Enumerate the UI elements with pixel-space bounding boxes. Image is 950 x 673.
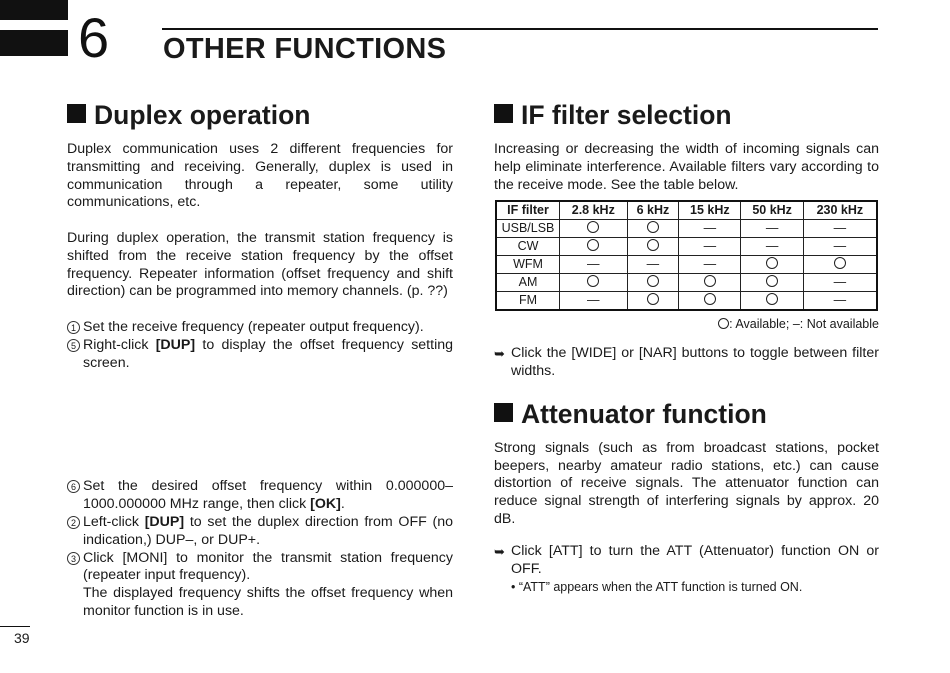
available-circle-icon <box>647 293 659 305</box>
table-cell: — <box>803 238 877 256</box>
duplex-intro: Duplex communication uses 2 different frequencies for transmitting and receiving. Generally, duplex is used in communication through a repeater, some utility communications, etc. <box>67 141 453 211</box>
mode-cell: USB/LSB <box>496 220 560 238</box>
step-number-circle: 3 <box>67 552 80 565</box>
table-cell: — <box>679 220 741 238</box>
table-cell <box>560 220 628 238</box>
if-filter-intro: Increasing or decreasing the width of incoming signals can help eliminate interference. Available filters vary according to the receive mode. See the table below. <box>494 141 879 193</box>
table-cell <box>803 256 877 274</box>
table-cell <box>741 256 803 274</box>
table-cell <box>560 238 628 256</box>
table-cell <box>560 274 628 292</box>
table-cell: — <box>803 274 877 292</box>
table-cell: — <box>560 292 628 311</box>
step-number-circle: 6 <box>67 480 80 493</box>
attenuator-heading: Attenuator function <box>494 397 879 431</box>
table-header-cell: 15 kHz <box>679 201 741 220</box>
available-circle-icon <box>704 293 716 305</box>
left-column <box>67 98 453 621</box>
step-item: 6 Set the desired offset frequency within 0.000000–1000.000000 MHz range, then click [OK]. <box>67 478 453 514</box>
filter-toggle-note: ➥ Click the [WIDE] or [NAR] buttons to toggle between filter widths. <box>494 345 879 379</box>
table-header-row <box>496 201 877 220</box>
available-circle-icon <box>647 275 659 287</box>
square-bullet-icon <box>494 403 513 422</box>
arrow-icon: ➥ <box>494 543 505 559</box>
table-row <box>496 292 877 311</box>
steps-list-a <box>67 319 453 372</box>
available-circle-icon <box>766 257 778 269</box>
step-item: 1 Set the receive frequency (repeater output frequency). <box>67 319 453 337</box>
available-circle-icon <box>647 221 659 233</box>
available-circle-icon <box>704 275 716 287</box>
chapter-tab-bar-top <box>0 0 68 20</box>
table-cell: — <box>741 220 803 238</box>
table-cell <box>627 220 679 238</box>
available-circle-icon <box>718 318 729 329</box>
step-3-extra: The displayed frequency shifts the offset frequency when monitor function is in use. <box>83 585 453 619</box>
available-circle-icon <box>834 257 846 269</box>
step-item: 2 Left-click [DUP] to set the duplex direction from OFF (no indication,) DUP–, or DUP+. <box>67 514 453 550</box>
table-header-cell: 2.8 kHz <box>560 201 628 220</box>
chapter-tab <box>0 0 68 60</box>
available-circle-icon <box>587 275 599 287</box>
table-cell <box>679 292 741 311</box>
square-bullet-icon <box>67 104 86 123</box>
table-cell: — <box>679 256 741 274</box>
mode-cell: AM <box>496 274 560 292</box>
duplex-heading: Duplex operation <box>67 98 453 132</box>
table-header-cell: IF filter <box>496 201 560 220</box>
table-cell <box>627 292 679 311</box>
square-bullet-icon <box>494 104 513 123</box>
right-column <box>494 98 879 597</box>
table-cell: — <box>803 292 877 311</box>
att-subnote: • “ATT” appears when the ATT function is turned ON. <box>511 580 803 595</box>
chapter-number: 6 <box>78 6 110 69</box>
table-row <box>496 238 877 256</box>
step-number-circle: 2 <box>67 516 80 529</box>
chapter-title: OTHER FUNCTIONS <box>163 33 447 65</box>
table-row <box>496 220 877 238</box>
available-circle-icon <box>766 275 778 287</box>
steps-list-b <box>67 478 453 585</box>
available-circle-icon <box>647 239 659 251</box>
page-number-rule <box>0 626 30 627</box>
step-number-circle: 1 <box>67 321 80 334</box>
mode-cell: FM <box>496 292 560 311</box>
table-cell <box>627 274 679 292</box>
table-body <box>496 220 877 311</box>
table-cell: — <box>741 238 803 256</box>
step-item: 5 Right-click [DUP] to display the offset frequency setting screen. <box>67 337 453 373</box>
table-row <box>496 256 877 274</box>
att-toggle-note: ➥ Click [ATT] to turn the ATT (Attenuator) function ON or OFF. <box>494 542 879 577</box>
chapter-tab-bar-bottom <box>0 30 68 56</box>
table-header-cell: 230 kHz <box>803 201 877 220</box>
header-rule <box>162 28 878 30</box>
available-circle-icon <box>766 293 778 305</box>
available-circle-icon <box>587 221 599 233</box>
table-cell <box>741 274 803 292</box>
page-number: 39 <box>14 630 30 646</box>
table-legend: : Available; –: Not available <box>494 316 879 334</box>
table-cell: — <box>803 220 877 238</box>
table-cell <box>741 292 803 311</box>
table-cell: — <box>627 256 679 274</box>
available-circle-icon <box>587 239 599 251</box>
step-item: 3 Click [MONI] to monitor the transmit station frequency (repeater input frequency). <box>67 550 453 586</box>
arrow-icon: ➥ <box>494 346 505 362</box>
table-row <box>496 274 877 292</box>
duplex-description: During duplex operation, the transmit station frequency is shifted from the receive station frequency by the offset frequency. Repeater information (offset frequency and shift direction) can be programmed into memory channels. (p. ??) <box>67 229 453 300</box>
mode-cell: CW <box>496 238 560 256</box>
table-cell: — <box>560 256 628 274</box>
table-header-cell: 6 kHz <box>627 201 679 220</box>
table-cell: — <box>679 238 741 256</box>
table-cell <box>627 238 679 256</box>
if-filter-table <box>495 200 878 311</box>
step-number-circle: 5 <box>67 339 80 352</box>
table-header-cell: 50 kHz <box>741 201 803 220</box>
attenuator-intro: Strong signals (such as from broadcast stations, pocket beepers, nearby amateur radio stations, etc.) can cause distortion of receive signals. The attenuator function can reduce signal strength of interfering signals by approx. 20 dB. <box>494 439 879 527</box>
if-filter-heading: IF filter selection <box>494 98 879 132</box>
mode-cell: WFM <box>496 256 560 274</box>
table-cell <box>679 274 741 292</box>
